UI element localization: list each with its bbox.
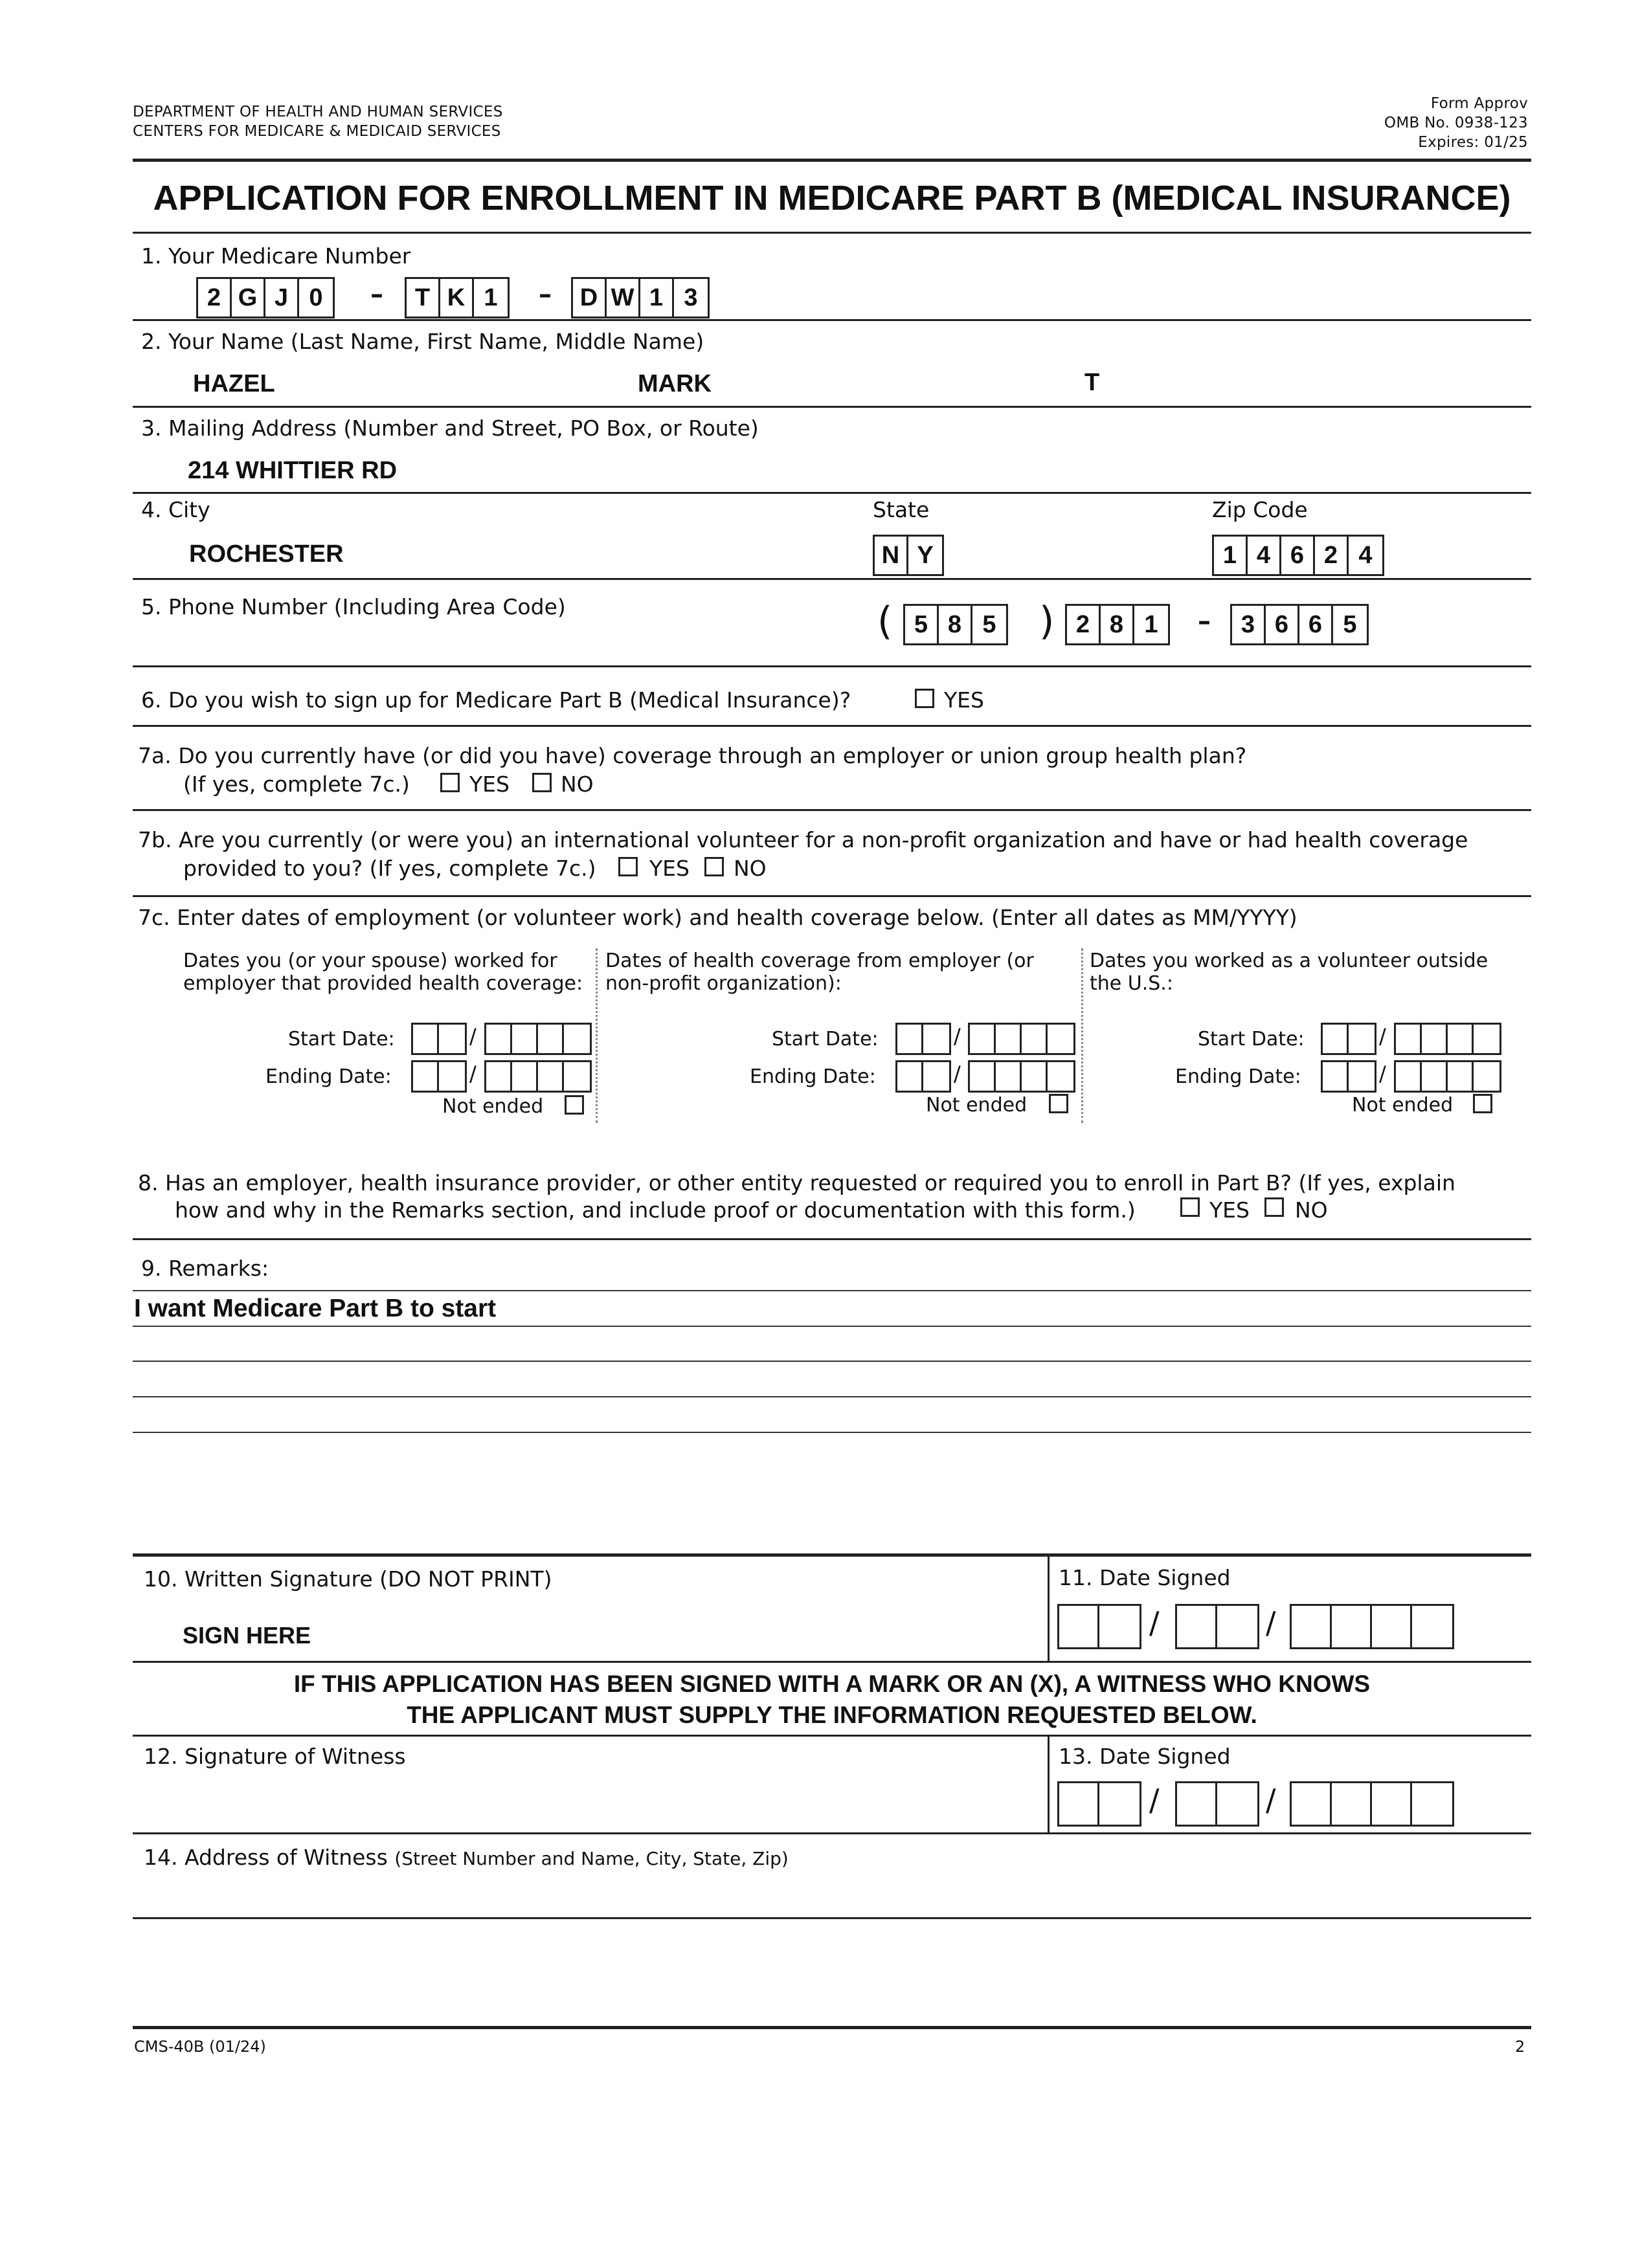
volunteer-end-month[interactable]: [1321, 1060, 1376, 1093]
section-rule: [133, 1661, 1531, 1663]
expiration-text: Expires: 01/25: [1418, 134, 1528, 151]
city-label: 4. City: [141, 497, 210, 522]
date-signed-year[interactable]: [1290, 1604, 1454, 1649]
witness-column-divider: [1048, 1735, 1050, 1834]
section-rule: [133, 492, 1531, 494]
phone-digit: 8: [939, 606, 972, 643]
witness-notice: [133, 1669, 1531, 1731]
employer-start-label: Start Date:: [288, 1028, 395, 1051]
employer-dates-header-line-2: employer that provided health coverage:: [183, 972, 583, 995]
witness-notice-line-2: THE APPLICANT MUST SUPPLY THE INFORMATION REQUESTED BELOW.: [407, 1702, 1257, 1728]
medicare-number-label: 1. Your Medicare Number: [141, 243, 411, 269]
phone-prefix[interactable]: [1065, 604, 1170, 645]
employer-end-year[interactable]: [484, 1060, 592, 1093]
q7b-yes-checkbox[interactable]: [618, 857, 638, 876]
phone-separator: –: [1198, 606, 1211, 636]
section-rule: [133, 406, 1531, 408]
date-slash: /: [954, 1062, 961, 1086]
witness-address-label: [144, 1845, 789, 1870]
department-line-2: CENTERS FOR MEDICARE & MEDICAID SERVICES: [133, 123, 501, 140]
state-char: Y: [917, 541, 934, 569]
name-label: 2. Your Name (Last Name, First Name, Middle Name): [141, 329, 704, 354]
q7a-instruction: (If yes, complete 7c.): [183, 772, 410, 797]
part-b-yes-label: YES: [944, 687, 984, 713]
medicare-separator: –: [539, 280, 552, 309]
witness-date-signed-label: 13. Date Signed: [1059, 1744, 1231, 1769]
medicare-char: 3: [684, 284, 698, 311]
coverage-start-label: Start Date:: [772, 1028, 879, 1051]
q8-yes-label: YES: [1209, 1197, 1250, 1223]
date-signed-month[interactable]: [1057, 1604, 1141, 1649]
date-slash: /: [1379, 1062, 1386, 1086]
phone-digit: 8: [1101, 606, 1134, 643]
q8-instruction: how and why in the Remarks section, and include proof or documentation with this form.): [175, 1197, 1136, 1223]
section-rule: [133, 1735, 1531, 1737]
q7b-yes-label: YES: [649, 856, 690, 881]
coverage-end-month[interactable]: [895, 1060, 951, 1093]
section-rule: [133, 578, 1531, 580]
zip-digit: 2: [1315, 537, 1349, 574]
mailing-address-label: 3. Mailing Address (Number and Street, PO Box, or Route): [141, 416, 759, 441]
volunteer-not-ended-checkbox[interactable]: [1473, 1094, 1492, 1113]
form-title: APPLICATION FOR ENROLLMENT IN MEDICARE PART B (MEDICAL INSURANCE): [153, 179, 1511, 217]
coverage-start-year[interactable]: [968, 1023, 1075, 1055]
zip-code-boxes[interactable]: [1212, 535, 1384, 576]
remarks-value[interactable]: I want Medicare Part B to start: [134, 1295, 497, 1322]
signature-column-divider: [1048, 1553, 1050, 1662]
omb-approval-block: [1384, 94, 1528, 152]
form-approved-text: Form Approv: [1430, 95, 1528, 112]
phone-open-paren: (: [877, 599, 893, 644]
date-slash: /: [469, 1024, 477, 1049]
medicare-number-group-1[interactable]: [196, 277, 335, 318]
zip-digit: 1: [1214, 537, 1248, 574]
date-signed-day[interactable]: [1175, 1604, 1259, 1649]
phone-digit: 5: [905, 606, 939, 643]
city-value[interactable]: ROCHESTER: [189, 540, 344, 568]
witness-date-month[interactable]: [1057, 1781, 1141, 1827]
employer-not-ended-label: Not ended: [442, 1095, 544, 1118]
phone-area-code[interactable]: [903, 604, 1008, 645]
remarks-line: [133, 1432, 1531, 1433]
medicare-number-group-2[interactable]: [405, 277, 510, 318]
zip-digit: 4: [1248, 537, 1281, 574]
q7b-instruction: provided to you? (If yes, complete 7c.): [183, 856, 596, 881]
medicare-char: J: [265, 279, 299, 317]
remarks-line: [133, 1290, 1531, 1291]
coverage-end-year[interactable]: [968, 1060, 1075, 1093]
q7b-question: 7b. Are you currently (or were you) an international volunteer for a non-profit organization and have or had health coverage: [138, 827, 1468, 852]
phone-digit: 3: [1232, 606, 1266, 643]
date-slash: /: [1266, 1783, 1276, 1818]
volunteer-dates-header-line-1: Dates you worked as a volunteer outside: [1090, 950, 1488, 972]
employer-start-year[interactable]: [484, 1023, 592, 1055]
section-rule: [133, 895, 1531, 897]
coverage-start-month[interactable]: [895, 1023, 951, 1055]
written-signature-label: 10. Written Signature (DO NOT PRINT): [144, 1566, 552, 1592]
phone-number-label: 5. Phone Number (Including Area Code): [141, 594, 566, 619]
phone-line-number[interactable]: [1230, 604, 1369, 645]
medicare-char: W: [607, 279, 640, 317]
date-slash: /: [1379, 1024, 1386, 1049]
coverage-dates-header-line-1: Dates of health coverage from employer (or: [605, 950, 1034, 972]
coverage-end-label: Ending Date:: [750, 1065, 876, 1088]
coverage-dates-header-line-2: non-profit organization):: [605, 972, 842, 995]
witness-address-label-text: 14. Address of Witness: [144, 1845, 388, 1870]
coverage-dates-header: [605, 950, 1034, 995]
remarks-label: 9. Remarks:: [141, 1256, 269, 1281]
witness-address-line: [133, 1917, 1531, 1919]
q7a-no-label: NO: [561, 772, 594, 797]
date-slash: /: [954, 1024, 961, 1049]
q8-yes-checkbox[interactable]: [1180, 1197, 1200, 1217]
volunteer-not-ended-label: Not ended: [1352, 1094, 1454, 1117]
section-rule: [133, 665, 1531, 667]
date-slash: /: [469, 1062, 477, 1086]
mailing-address-value[interactable]: 214 WHITTIER RD: [188, 457, 398, 484]
date-signed-label: 11. Date Signed: [1059, 1565, 1231, 1590]
zip-digit: 4: [1358, 541, 1373, 569]
part-b-signup-question: 6. Do you wish to sign up for Medicare Part B (Medical Insurance)?: [141, 687, 851, 713]
omb-number-text: OMB No. 0938-123: [1384, 115, 1528, 131]
volunteer-dates-header-line-2: the U.S.:: [1090, 972, 1173, 995]
last-name-value[interactable]: HAZEL: [193, 370, 275, 397]
volunteer-start-year[interactable]: [1394, 1023, 1501, 1055]
witness-signature-label: 12. Signature of Witness: [144, 1744, 406, 1769]
volunteer-dates-header: [1090, 950, 1488, 995]
remarks-line: [133, 1326, 1531, 1327]
first-name-value[interactable]: MARK: [638, 370, 712, 397]
employer-end-month[interactable]: [411, 1060, 467, 1093]
column-divider: [1081, 948, 1083, 1123]
witness-date-day[interactable]: [1175, 1781, 1259, 1827]
q8-question: 8. Has an employer, health insurance provider, or other entity requested or required you to enroll in Part B? (If yes, explain: [138, 1170, 1455, 1195]
section-rule: [133, 725, 1531, 727]
medicare-separator: –: [370, 280, 383, 309]
volunteer-end-label: Ending Date:: [1175, 1065, 1301, 1088]
q7a-no-checkbox[interactable]: [532, 773, 552, 792]
title-rule: [133, 232, 1531, 234]
date-slash: /: [1266, 1605, 1276, 1640]
form-id: CMS-40B (01/24): [134, 2038, 266, 2056]
middle-name-value[interactable]: T: [1084, 369, 1100, 396]
department-name: [133, 102, 503, 141]
phone-digit: 6: [1299, 606, 1333, 643]
section-rule: [133, 809, 1531, 811]
witness-date-year[interactable]: [1290, 1781, 1454, 1827]
employer-end-label: Ending Date:: [265, 1065, 392, 1088]
witness-address-sublabel: (Street Number and Name, City, State, Zip): [394, 1848, 789, 1869]
q7a-question: 7a. Do you currently have (or did you have) coverage through an employer or union group health plan?: [138, 743, 1247, 768]
volunteer-end-year[interactable]: [1394, 1060, 1501, 1093]
state-label: State: [873, 497, 930, 522]
phone-digit: 5: [1343, 610, 1357, 638]
page-number: 2: [1515, 2038, 1525, 2056]
remarks-line: [133, 1361, 1531, 1362]
sign-here-marker[interactable]: SIGN HERE: [183, 1622, 311, 1649]
part-b-yes-checkbox[interactable]: [915, 689, 934, 708]
q7a-yes-checkbox[interactable]: [440, 773, 460, 792]
q8-no-label: NO: [1295, 1197, 1328, 1223]
witness-notice-line-1: IF THIS APPLICATION HAS BEEN SIGNED WITH A MARK OR AN (X), A WITNESS WHO KNOWS: [293, 1671, 1371, 1697]
medicare-char: 1: [484, 284, 498, 311]
q7b-no-checkbox[interactable]: [704, 857, 724, 876]
medicare-char: 2: [198, 279, 232, 317]
q7a-yes-label: YES: [469, 772, 510, 797]
coverage-not-ended-label: Not ended: [926, 1094, 1028, 1117]
q7c-instruction: 7c. Enter dates of employment (or volunteer work) and health coverage below. (Enter all dates as MM/YYYY): [138, 905, 1297, 930]
q7b-no-label: NO: [734, 856, 767, 881]
section-rule: [133, 1832, 1531, 1834]
section-rule: [133, 319, 1531, 321]
phone-digit: 6: [1266, 606, 1299, 643]
date-slash: /: [1149, 1605, 1160, 1640]
phone-digit: 2: [1067, 606, 1101, 643]
employer-dates-header-line-1: Dates you (or your spouse) worked for: [183, 950, 557, 972]
coverage-not-ended-checkbox[interactable]: [1049, 1094, 1068, 1113]
medicare-number-group-3[interactable]: [571, 277, 710, 318]
phone-digit: 1: [1144, 610, 1158, 638]
state-char: N: [875, 537, 908, 574]
date-slash: /: [1149, 1783, 1160, 1818]
volunteer-start-label: Start Date:: [1198, 1028, 1305, 1051]
employer-start-month[interactable]: [411, 1023, 467, 1055]
medicare-char: G: [232, 279, 265, 317]
employer-dates-header: [183, 950, 583, 995]
volunteer-start-month[interactable]: [1321, 1023, 1376, 1055]
header-rule: [133, 159, 1531, 162]
employer-not-ended-checkbox[interactable]: [565, 1095, 584, 1115]
column-divider: [596, 948, 598, 1123]
medicare-char: D: [573, 279, 607, 317]
medicare-char: 1: [640, 279, 674, 317]
medicare-char: K: [440, 279, 474, 317]
footer-rule: [133, 2026, 1531, 2029]
zip-code-label: Zip Code: [1212, 497, 1308, 522]
medicare-char: 0: [309, 284, 323, 311]
phone-digit: 5: [982, 610, 996, 638]
state-boxes[interactable]: [873, 535, 944, 576]
zip-digit: 6: [1281, 537, 1315, 574]
section-rule: [133, 1238, 1531, 1240]
q8-no-checkbox[interactable]: [1264, 1197, 1284, 1217]
remarks-line: [133, 1396, 1531, 1397]
phone-close-paren: ): [1039, 599, 1055, 644]
department-line-1: DEPARTMENT OF HEALTH AND HUMAN SERVICES: [133, 104, 503, 120]
signature-section-rule: [133, 1553, 1531, 1557]
medicare-char: T: [407, 279, 440, 317]
